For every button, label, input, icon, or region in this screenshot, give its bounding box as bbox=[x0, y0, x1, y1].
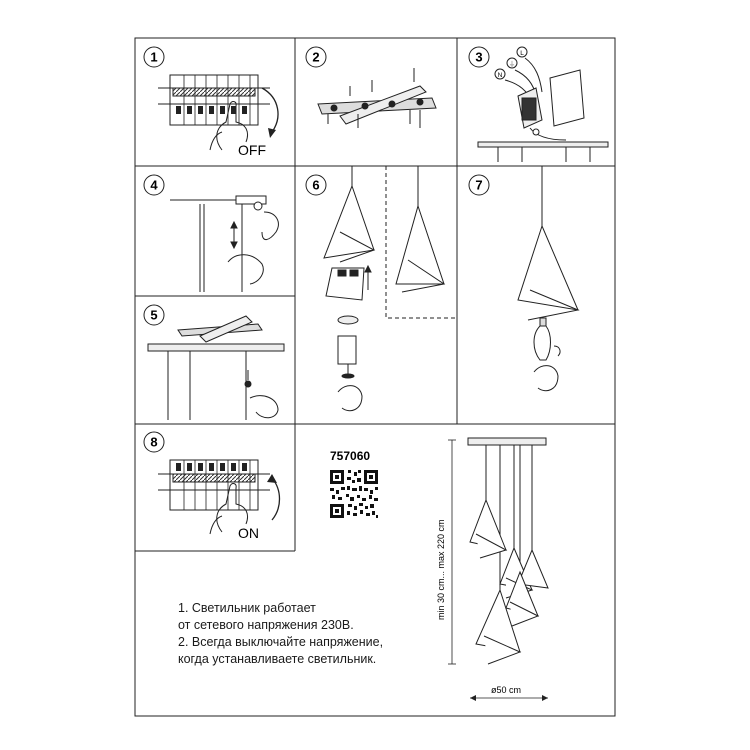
diameter-label: ø50 cm bbox=[491, 685, 522, 695]
note-line-2: от сетевого напряжения 230В. bbox=[178, 618, 354, 632]
arrow-head-up-icon bbox=[267, 474, 277, 483]
step-7-number: 7 bbox=[475, 177, 483, 193]
step-1-number: 1 bbox=[150, 49, 158, 65]
step-3-number: 3 bbox=[475, 49, 483, 65]
step-8-number: 8 bbox=[150, 434, 158, 450]
shade-assembly-illustration bbox=[324, 166, 444, 411]
breaker-panel-on-illustration bbox=[158, 460, 270, 534]
cable-adjust-illustration bbox=[170, 196, 278, 292]
step-8-caption: ON bbox=[238, 525, 259, 541]
note-line-4: когда устанавливаете светильник. bbox=[178, 652, 377, 666]
wire-earth-label: ⏚ bbox=[508, 61, 516, 68]
step-2-panel bbox=[306, 47, 436, 128]
wire-l-label: L bbox=[520, 50, 524, 57]
step-2-number: 2 bbox=[312, 49, 320, 65]
ceiling-canopy bbox=[468, 438, 546, 445]
product-code: 757060 bbox=[330, 449, 371, 463]
qr-code-icon bbox=[330, 470, 378, 518]
height-dimension-label: min 30 cm... max 220 cm bbox=[436, 519, 446, 620]
bulb-install-illustration bbox=[518, 166, 578, 391]
product-info bbox=[330, 449, 378, 518]
rotate-down-arrow-icon bbox=[262, 88, 278, 132]
step-6-panel bbox=[306, 166, 457, 411]
step-4-number: 4 bbox=[150, 177, 158, 193]
note-line-1: 1. Светильник работает bbox=[178, 601, 316, 615]
step-7-panel bbox=[469, 166, 578, 391]
wire-n-label: N bbox=[497, 72, 503, 79]
canopy-mount-illustration bbox=[148, 316, 284, 420]
step-4-panel bbox=[144, 175, 278, 292]
rotate-up-arrow-icon bbox=[272, 478, 280, 520]
dimension-drawing bbox=[448, 438, 548, 701]
step-3-panel bbox=[469, 47, 608, 162]
step-1-caption: OFF bbox=[238, 142, 266, 158]
breaker-panel-illustration bbox=[158, 75, 270, 150]
step-5-panel bbox=[144, 305, 284, 420]
note-line-3: 2. Всегда выключайте напряжение, bbox=[178, 635, 384, 649]
mounting-bracket-illustration bbox=[318, 68, 436, 128]
step-5-number: 5 bbox=[150, 307, 158, 323]
step-6-number: 6 bbox=[312, 177, 320, 193]
arrow-head-icon bbox=[268, 128, 276, 138]
step-1-panel bbox=[144, 47, 278, 158]
step-8-panel bbox=[144, 432, 280, 541]
